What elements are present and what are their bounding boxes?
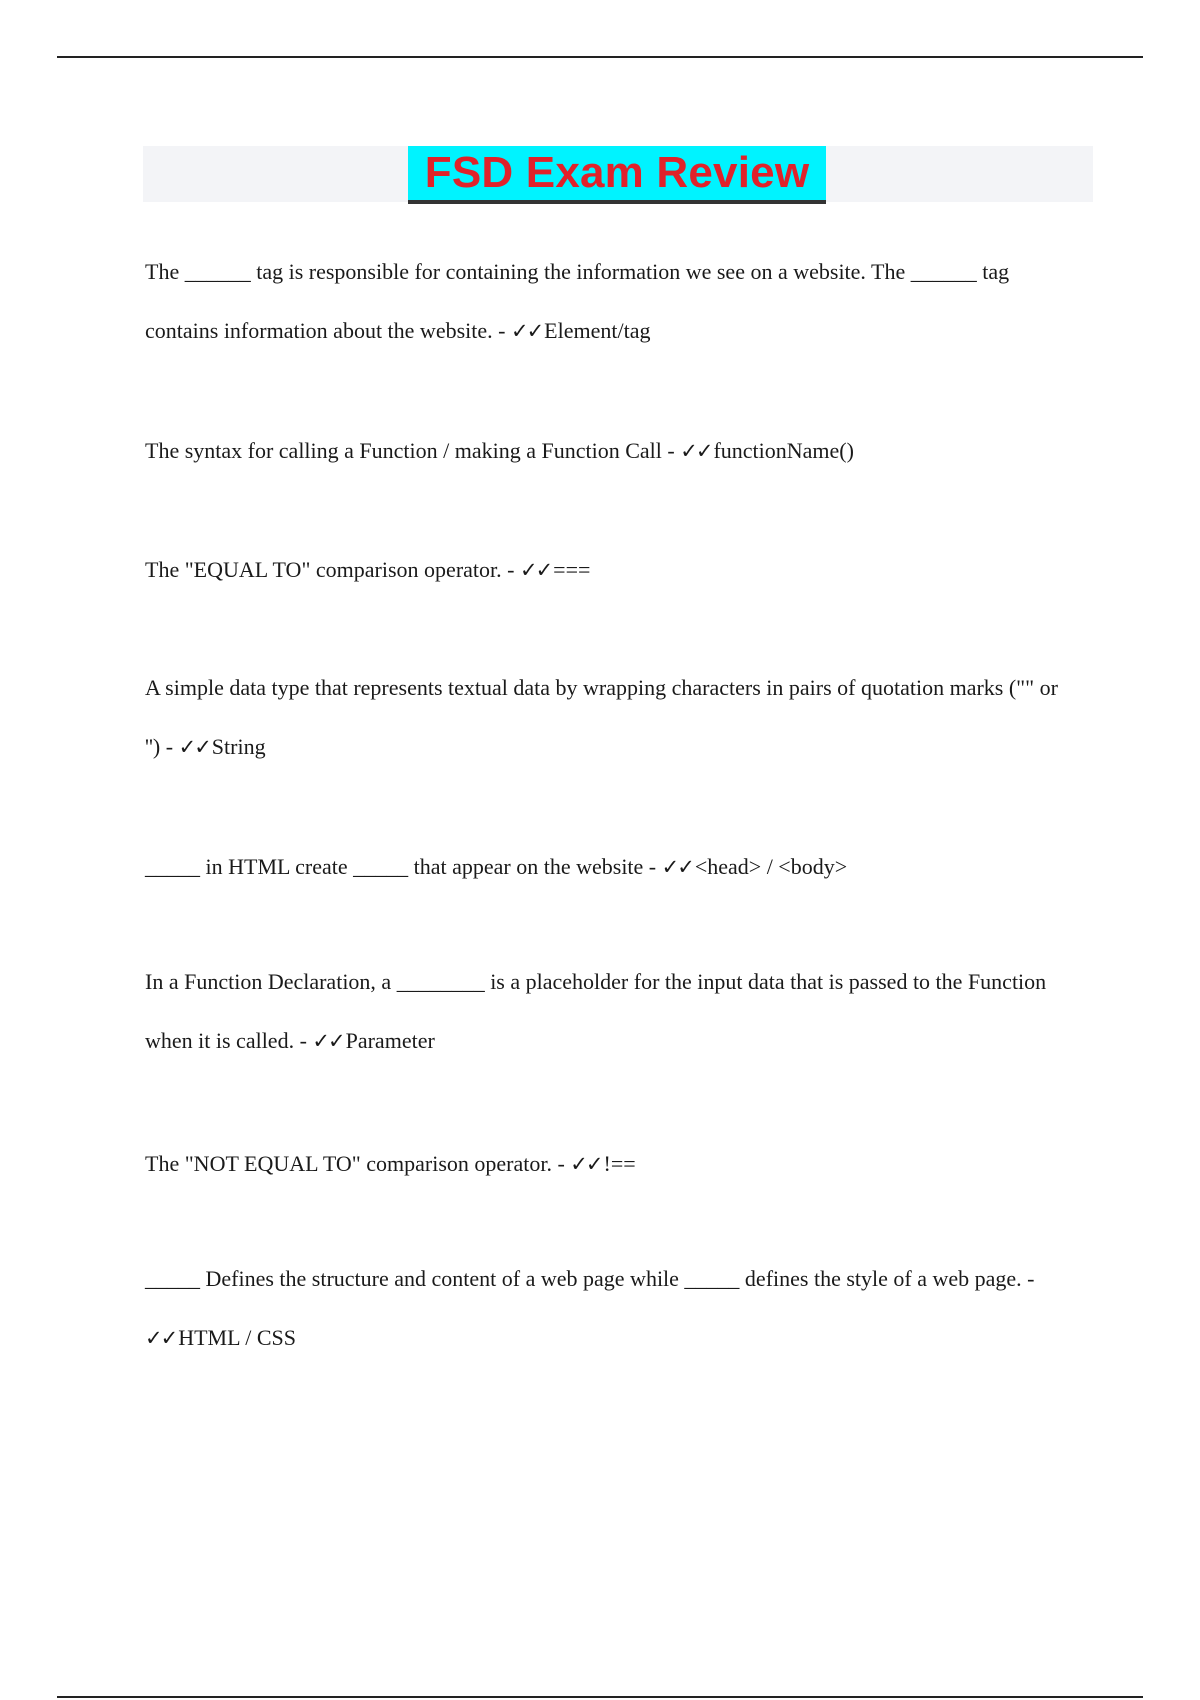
question-text: _____ Defines the structure and content of a web page while _____ defines the style of a web page. - (145, 1266, 1035, 1291)
question-text: The ______ tag is responsible for containing the information we see on a website. The ______ tag contains information about the website. - (145, 259, 1010, 343)
question-text: The syntax for calling a Function / making a Function Call - (145, 438, 681, 463)
qa-item-7 (145, 1134, 1065, 1194)
question-text: _____ in HTML create _____ that appear on the website - (145, 854, 662, 879)
question-text: A simple data type that represents textual data by wrapping characters in pairs of quotation marks ("" or '') - (145, 675, 1058, 759)
qa-item-1 (145, 242, 1065, 361)
double-check-icon: ✓✓ (519, 558, 552, 582)
answer-text: !== (603, 1151, 636, 1176)
qa-item-8 (145, 1249, 1065, 1368)
double-check-icon: ✓✓ (680, 439, 712, 463)
question-text: The "NOT EQUAL TO" comparison operator. - (145, 1151, 571, 1176)
answer-text: === (553, 557, 591, 582)
double-check-icon: ✓✓ (178, 735, 210, 759)
double-check-icon: ✓✓ (661, 855, 693, 879)
answer-text: HTML / CSS (178, 1325, 296, 1350)
qa-item-3 (145, 540, 1065, 600)
question-text: The "EQUAL TO" comparison operator. - (145, 557, 520, 582)
qa-item-5 (145, 837, 1065, 897)
top-rule (57, 56, 1143, 58)
answer-text: functionName() (713, 438, 854, 463)
title-highlight (408, 146, 826, 204)
answer-text: Parameter (345, 1028, 435, 1053)
qa-item-6 (145, 952, 1065, 1071)
qa-item-2 (145, 421, 1065, 481)
double-check-icon: ✓✓ (510, 319, 543, 343)
double-check-icon: ✓✓ (312, 1029, 344, 1053)
page-title: FSD Exam Review (424, 148, 810, 197)
bottom-rule (57, 1696, 1143, 1698)
qa-item-4 (145, 658, 1065, 777)
answer-text: Element/tag (544, 318, 651, 343)
answer-text: <head> / <body> (694, 854, 848, 879)
double-check-icon: ✓✓ (570, 1152, 602, 1176)
double-check-icon: ✓✓ (145, 1326, 177, 1350)
answer-text: String (211, 734, 266, 759)
question-text: In a Function Declaration, a ________ is a placeholder for the input data that is passed to the Function when it is called. - (145, 969, 1047, 1053)
